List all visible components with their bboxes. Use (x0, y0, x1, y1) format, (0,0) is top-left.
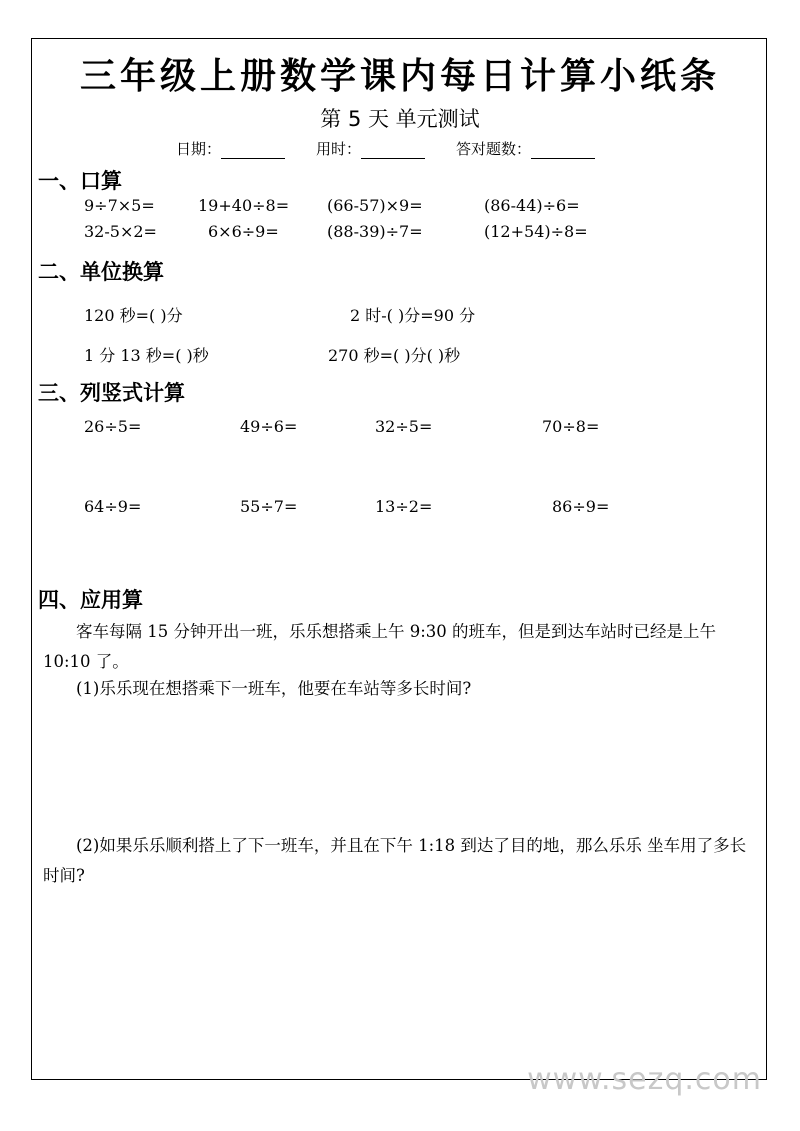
watermark: www.sezq.com (527, 1062, 762, 1097)
unit-item: 120 秒=( )分 (84, 306, 183, 325)
vertical-item: 49÷6= (240, 417, 298, 436)
application-question-1: (1)乐乐现在想搭乘下一班车，他要在车站等多长时间? (43, 679, 472, 698)
oral-item: 9÷7×5= (84, 196, 155, 215)
oral-item: (12+54)÷8= (484, 222, 588, 241)
unit-item: 2 时-( )分=90 分 (350, 306, 476, 325)
oral-item: (66-57)×9= (327, 196, 423, 215)
oral-item: 19+40÷8= (198, 196, 290, 215)
date-field (176, 138, 285, 159)
section-vertical-calc-heading: 三、列竖式计算 (38, 381, 185, 405)
unit-item: 270 秒=( )分( )秒 (328, 346, 461, 365)
oral-item: (86-44)÷6= (484, 196, 580, 215)
vertical-item: 32÷5= (375, 417, 433, 436)
time-field (316, 138, 425, 159)
vertical-item: 55÷7= (240, 497, 298, 516)
correct-count-label: 答对题数： (456, 140, 532, 158)
vertical-item: 70÷8= (542, 417, 600, 436)
vertical-item: 64÷9= (84, 497, 142, 516)
vertical-item: 26÷5= (84, 417, 142, 436)
oral-item: (88-39)÷7= (327, 222, 423, 241)
section-oral-heading: 一、口算 (38, 169, 122, 193)
page-subtitle: 第 5 天 单元测试 (320, 107, 480, 131)
application-problem-text: 客车每隔 15 分钟开出一班，乐乐想搭乘上午 9:30 的班车，但是到达车站时已经是上午 10:10 了。 (43, 622, 717, 671)
page-title: 三年级上册数学课内每日计算小纸条 (79, 56, 720, 97)
vertical-item: 13÷2= (375, 497, 433, 516)
application-question-2: (2)如果乐乐顺利搭上了下一班车，并且在下午 1:18 到达了目的地，那么乐乐 坐车用了多长时间? (43, 836, 747, 885)
section-unit-conversion-heading: 二、单位换算 (38, 260, 164, 284)
page-frame (31, 38, 767, 1080)
time-blank (361, 144, 425, 159)
section-application-heading: 四、应用算 (38, 588, 143, 612)
date-label: 日期： (176, 140, 222, 158)
unit-item: 1 分 13 秒=( )秒 (84, 346, 209, 365)
date-blank (221, 144, 285, 159)
oral-item: 6×6÷9= (208, 222, 279, 241)
correct-count-field (456, 138, 595, 159)
vertical-item: 86÷9= (552, 497, 610, 516)
oral-item: 32-5×2= (84, 222, 157, 241)
time-label: 用时： (316, 140, 362, 158)
correct-count-blank (531, 144, 595, 159)
